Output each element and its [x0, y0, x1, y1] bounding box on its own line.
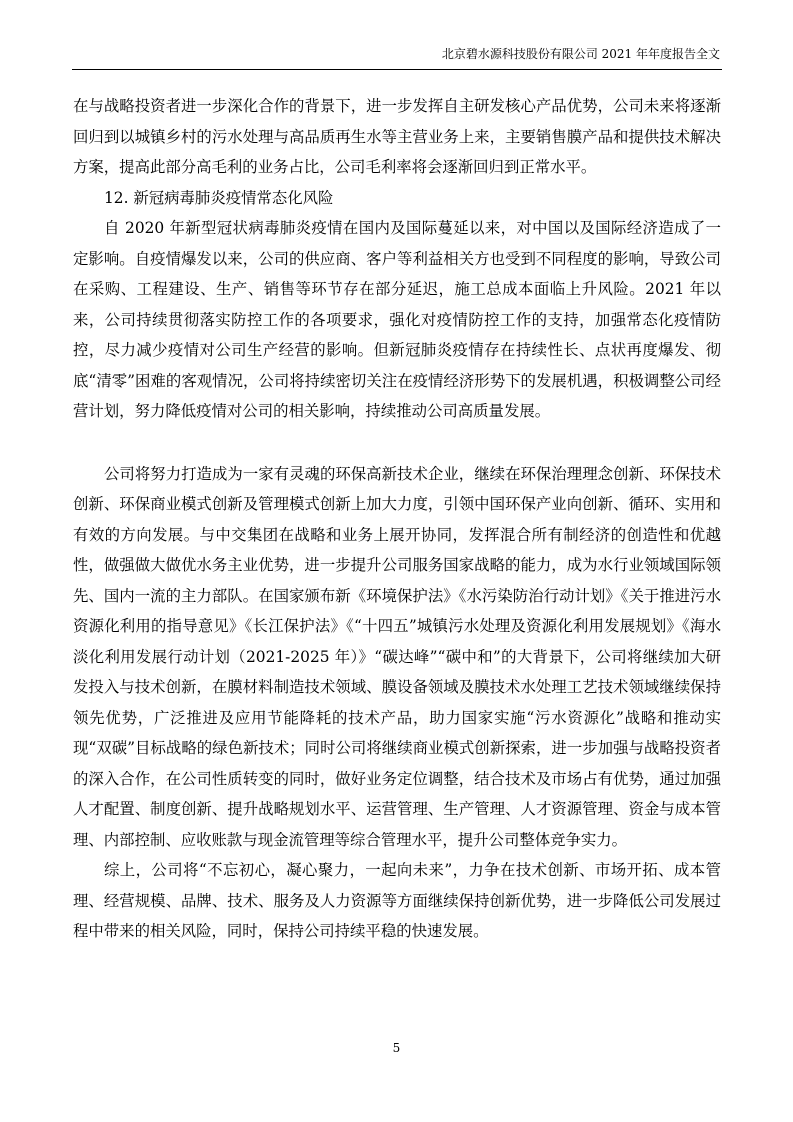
running-header: 北京碧水源科技股份有限公司 2021 年年度报告全文: [441, 47, 720, 61]
paragraph-continuation: 在与战略投资者进一步深化合作的背景下，进一步发挥自主研发核心产品优势，公司未来将逐渐回归到以城镇乡村的污水处理与高品质再生水等主营业务上来，主要销售膜产品和提供技术解决方案，提高此部分高毛利的业务占比，公司毛利率将会逐渐回归到正常水平。: [73, 97, 721, 176]
document-body: [73, 91, 721, 947]
header-divider: [72, 69, 722, 70]
paragraph-epidemic-risk: 自 2020 年新型冠状病毒肺炎疫情在国内及国际蔓延以来，对中国以及国际经济造成了一定影响。自疫情爆发以来，公司的供应商、客户等利益相关方也受到不同程度的影响，导致公司在采购、工程建设、生产、销售等环节存在部分延迟，施工总成本面临上升风险。2021 年以来，公司持续贯彻落实防控工作的各项要求，强化对疫情防控工作的支持，加强常态化疫情防控，尽力减少疫情对公司生产经营的影响。但新冠肺炎疫情存在持续性长、点状再度爆发、彻底“清零”困难的客观情况，公司将持续密切关注在疫情经济形势下的发展机遇，积极调整公司经营计划，努力降低疫情对公司的相关影响，持续推动公司高质量发展。: [73, 219, 721, 420]
paragraph-summary: 综上，公司将“不忘初心，凝心聚力，一起向未来”，力争在技术创新、市场开拓、成本管理、经营规模、品牌、技术、服务及人力资源等方面继续保持创新优势，进一步降低公司发展过程中带来的相关风险，同时，保持公司持续平稳的快速发展。: [73, 861, 721, 940]
paragraph-gap: [73, 427, 721, 459]
section-heading: 12. 新冠病毒肺炎疫情常态化风险: [104, 188, 334, 207]
paragraph-strategy: 公司将努力打造成为一家有灵魂的环保高新技术企业，继续在环保治理理念创新、环保技术创新、环保商业模式创新及管理模式创新上加大力度，引领中国环保产业向创新、循环、实用和有效的方向发展。与中交集团在战略和业务上展开协同，发挥混合所有制经济的创造性和优越性，做强做大做优水务主业优势，进一步提升公司服务国家战略的能力，成为水行业领域国际领先、国内一流的主力部队。在国家颁布新《环境保护法》《水污染防治行动计划》《关于推进污水资源化利用的指导意见》《长江保护法》《“十四五”城镇污水处理及资源化利用发展规划》《海水淡化利用发展行动计划（2021-2025 年）》“碳达峰”“碳中和”的大背景下，公司将继续加大研发投入与技术创新，在膜材料制造技术领域、膜设备领域及膜技术水处理工艺技术领域继续保持领先优势，广泛推进及应用节能降耗的技术产品，助力国家实施“污水资源化”战略和推动实现“双碳”目标战略的绿色新技术；同时公司将继续商业模式创新探索，进一步加强与战略投资者的深入合作，在公司性质转变的同时，做好业务定位调整，结合技术及市场占有优势，通过加强人才配置、制度创新、提升战略规划水平、运营管理、生产管理、人才资源管理、资金与成本管理、内部控制、应收账款与现金流管理等综合管理水平，提升公司整体竞争实力。: [73, 464, 721, 849]
page-number: 5: [392, 1041, 401, 1055]
